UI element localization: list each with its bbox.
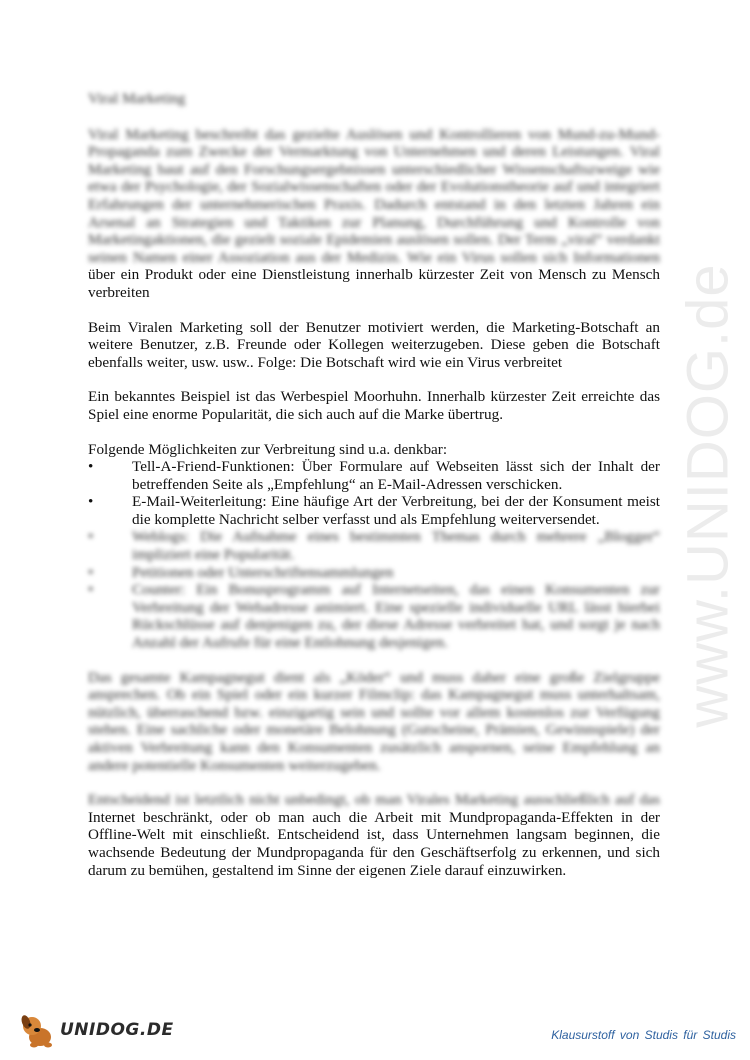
paragraph-motivation: Beim Viralen Marketing soll der Benutzer motiviert werden, die Marketing-Botschaft an weitere Benutzer, z.B. Freunde oder Kollegen weiterzugeben. Diese geben die Botschaft ebenfalls weiter, usw. usw.. Folge: Die Botschaft wird wie ein Virus verbreitet	[88, 318, 660, 371]
dog-mascot-icon	[18, 1010, 58, 1050]
paragraph-intro-visible: über ein Produkt oder eine Dienstleistung innerhalb kürzester Zeit von Mensch zu Mensch verbreiten	[88, 266, 660, 301]
paragraph-conclusion	[88, 791, 660, 879]
document-title: Viral Marketing	[88, 90, 186, 107]
logo-text: UNIDOG.DE	[60, 1020, 174, 1040]
paragraph-intro-blurred: Viral Marketing beschreibt das gezielte Auslösen und Kontrollieren von Mund-zu-Mund-Propaganda zum Zwecke der Vermarktung von Unternehmen und deren Leistungen. Viral Marketing baut auf den Forschungsergebnissen unterschiedlicher Wissenschaftszweige wie etwa der Psychologie, der Sozialwissenschaften oder der Evolutionstheorie auf und integriert Erfahrungen der unternehmerischen Praxis. Dadurch entstand in den letzten Jahren ein Arsenal an Strategien und Taktiken zur Planung, Durchführung und Kontrolle von Marketingaktionen, die gezielt soziale Epidemien auslösen sollen. Der Term „viral“ verdankt seinen Namen einer Assoziation aus der Medizin. Wie ein Virus sollen sich Informationen	[88, 125, 660, 266]
list-item-text: Weblogs: Die Aufnahme eines bestimmten Themas durch mehrere „Blogger“ impliziert eine Popularität.	[132, 528, 660, 564]
footer-logo[interactable]	[18, 1010, 174, 1050]
list-item	[88, 564, 660, 582]
list-item-text: E-Mail-Weiterleitung: Eine häufige Art der Verbreitung, bei der der Konsument meist die komplette Nachricht selber verfasst und als Empfehlung weiterversendet.	[132, 493, 660, 528]
list-item	[88, 458, 660, 493]
list-intro: Folgende Möglichkeiten zur Verbreitung sind u.a. denkbar:	[88, 440, 448, 458]
bullet-symbol: •	[88, 493, 94, 511]
watermark	[668, 250, 748, 740]
list-item-text: Counter: Ein Bonusprogramm auf Internetseiten, das einen Konsumenten zur Verbreitung der Webadresse animiert. Eine spezielle individuelle URL lässt hierbei Rückschlüsse auf denjenigen zu, der diese Adresse verbreitet hat, und sorgt je nach Anzahl der Aufrufe für eine Entlohnung desjenigen.	[132, 581, 660, 652]
distribution-list	[88, 441, 660, 652]
bullet-symbol: •	[88, 563, 94, 581]
list-item	[88, 493, 660, 528]
list-item-text: Tell-A-Friend-Funktionen: Über Formulare auf Webseiten lässt sich der Inhalt der betreffenden Seite als „Empfehlung“ an E-Mail-Adressen verschicken.	[132, 458, 660, 493]
footer-tagline: Klausurstoff von Studis für Studis	[551, 1028, 736, 1042]
paragraph-conclusion-visible: Internet beschränkt, oder ob man auch die Arbeit mit Mundpropaganda-Effekten in der Offline-Welt mit einschließt. Entscheidend ist, dass Unternehmen langsam beginnen, die wachsende Bedeutung der Mundpropaganda für den Geschäftserfolg zu erkennen, und sich darum zu bemühen, gestaltend im Sinne der eigenen Ziele darauf einzuwirken.	[88, 808, 660, 879]
bullet-symbol: •	[88, 458, 94, 476]
bullet-symbol: •	[88, 528, 94, 546]
list-item	[88, 528, 660, 563]
list-item	[88, 581, 660, 651]
list-item-text: Petitionen oder Unterschriftensammlungen	[132, 563, 394, 581]
paragraph-intro	[88, 126, 660, 302]
bullet-symbol: •	[88, 581, 94, 599]
paragraph-conclusion-blurred: Entscheidend ist letztlich nicht unbedingt, ob man Virales Marketing ausschließlich auf das	[88, 791, 660, 809]
paragraph-example: Ein bekanntes Beispiel ist das Werbespiel Moorhuhn. Innerhalb kürzester Zeit erreichte das Spiel eine enorme Popularität, die sich auch auf die Marke übertrug.	[88, 388, 660, 423]
watermark-text: www.UNIDOG.de	[675, 262, 741, 728]
paragraph-campaign: Das gesamte Kampagnegut dient als „Köder“ und muss daher eine große Zielgruppe ansprechen. Ob ein Spiel oder ein kurzer Filmclip: das Kampagnegut muss unterhaltsam, nützlich, überraschend bzw. einzigartig sein und sollte vor allem kostenlos zur Verfügung stehen. Eine sachliche oder monetäre Belohnung (Gutscheine, Prämien, Gewinnspiele) der aktiven Verbreitung kann den Konsumenten zusätzlich anspornen, seine Empfehlung an andere potentielle Konsumenten weiterzugeben.	[88, 668, 660, 774]
document-body	[88, 90, 660, 896]
